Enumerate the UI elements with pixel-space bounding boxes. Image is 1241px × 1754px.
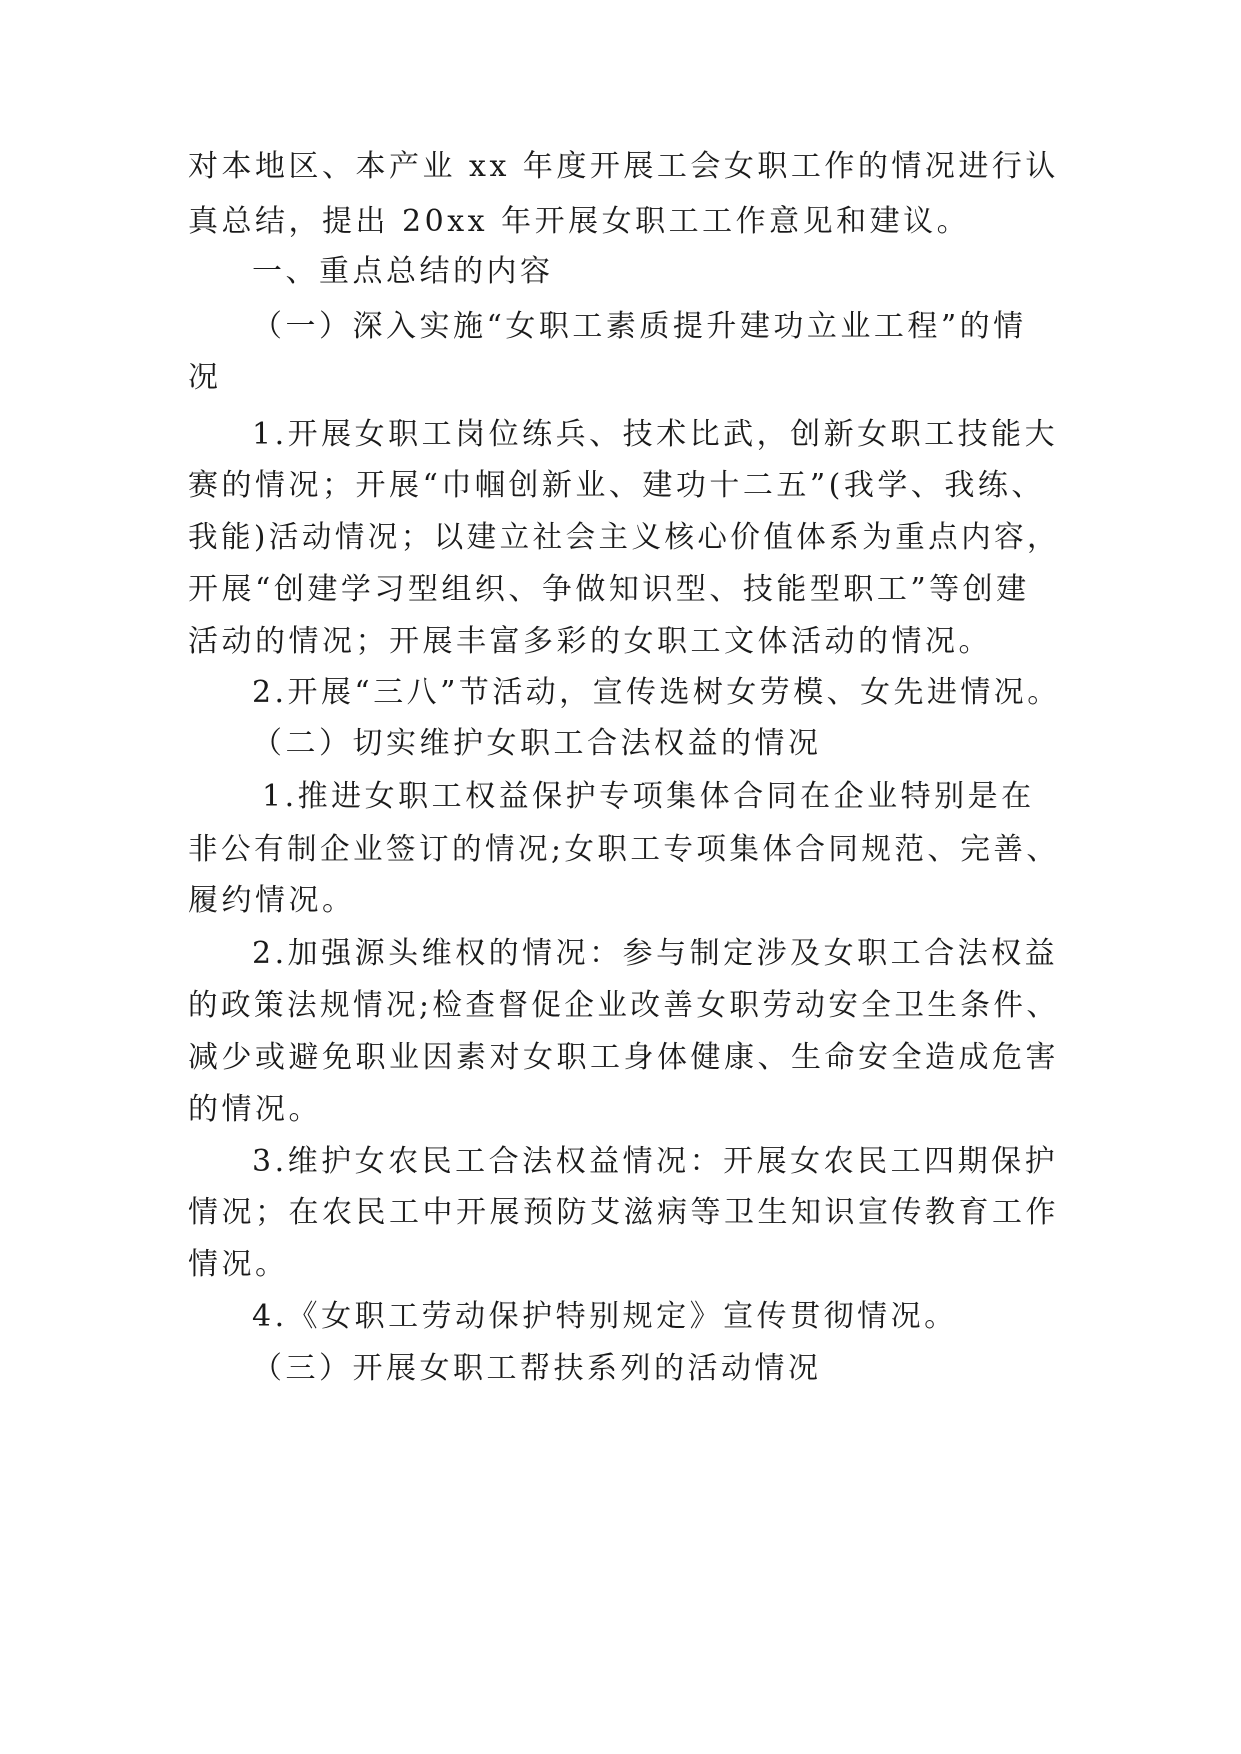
text-line: 我能)活动情况；以建立社会主义核心价值体系为重点内容， (188, 520, 1061, 555)
text-line: 活动的情况；开展丰富多彩的女职工文体活动的情况。 (188, 624, 992, 659)
text-line: 履约情况。 (188, 883, 356, 918)
list-item: 3.维护女农民工合法权益情况：开展女农民工四期保护 (252, 1144, 1059, 1179)
list-item: 2.开展“三八”节活动，宣传选树女劳模、女先进情况。 (252, 675, 1061, 710)
subsection-heading: （三）开展女职工帮扶系列的活动情况 (252, 1351, 822, 1386)
text-line: 情况。 (188, 1247, 289, 1282)
text-line: 的政策法规情况;检查督促企业改善女职劳动安全卫生条件、 (188, 988, 1060, 1023)
text-line: 减少或避免职业因素对女职工身体健康、生命安全造成危害 (188, 1040, 1059, 1075)
subsection-heading: （二）切实维护女职工合法权益的情况 (252, 726, 822, 761)
list-item: 1.推进女职工权益保护专项集体合同在企业特别是在 (262, 779, 1035, 814)
list-item: 4.《女职工劳动保护特别规定》宣传贯彻情况。 (252, 1299, 958, 1334)
text-line: 开展“创建学习型组织、争做知识型、技能型职工”等创建 (188, 572, 1030, 607)
text-line: 真总结，提出 20xx 年开展女职工工作意见和建议。 (188, 204, 971, 239)
section-heading: 一、重点总结的内容 (252, 254, 554, 289)
text-line: 对本地区、本产业 xx 年度开展工会女职工作的情况进行认 (188, 149, 1059, 184)
text-line: 的情况。 (188, 1092, 322, 1127)
text-line: 况 (188, 360, 222, 395)
subsection-heading: （一）深入实施“女职工素质提升建功立业工程”的情 (252, 309, 1027, 344)
list-item: 1.开展女职工岗位练兵、技术比武，创新女职工技能大 (252, 417, 1059, 452)
text-line: 非公有制企业签订的情况;女职工专项集体合同规范、完善、 (188, 832, 1060, 867)
text-line: 赛的情况；开展“巾帼创新业、建功十二五”(我学、我练、 (188, 468, 1045, 503)
text-line: 情况；在农民工中开展预防艾滋病等卫生知识宣传教育工作 (188, 1195, 1059, 1230)
list-item: 2.加强源头维权的情况：参与制定涉及女职工合法权益 (252, 936, 1059, 971)
